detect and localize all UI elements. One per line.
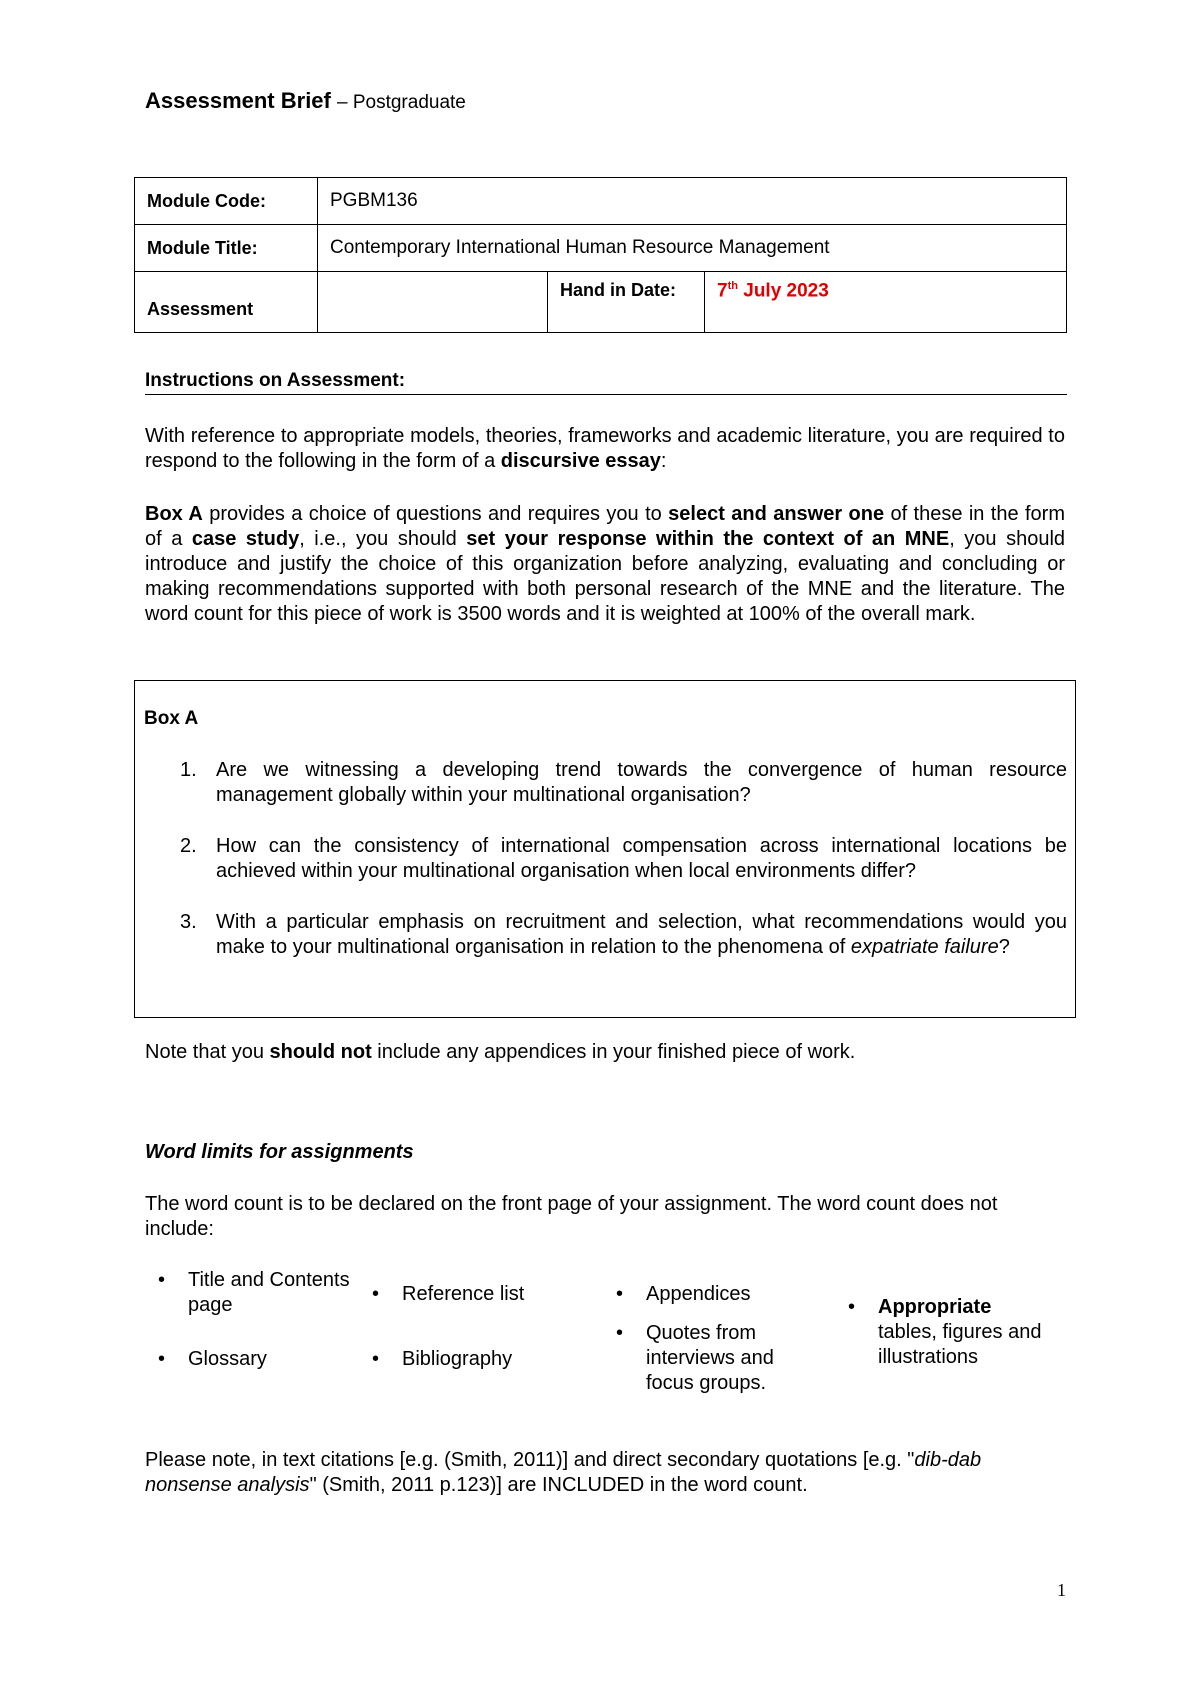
p1-text: With reference to appropriate models, theories, frameworks and academic literature, you are required to respond to the following in the form of a xyxy=(145,425,1065,472)
p2-select-answer: select and answer one xyxy=(668,503,885,525)
module-code-value: PGBM136 xyxy=(318,178,1067,225)
module-title-label: Module Title: xyxy=(135,225,318,272)
p1-bold: discursive essay xyxy=(500,450,661,472)
question-text: How can the consistency of international compensation across international locations be achieved within your multinational organisation when local environments differ? xyxy=(216,835,1067,882)
document-title xyxy=(145,88,466,114)
table-row xyxy=(135,178,1067,225)
table-row xyxy=(135,225,1067,272)
list-item xyxy=(616,1321,796,1396)
bullet-icon: • xyxy=(158,1269,166,1291)
citation-note xyxy=(145,1448,1065,1498)
item-glossary: Glossary xyxy=(188,1348,267,1370)
title-subtitle: – Postgraduate xyxy=(337,92,466,113)
p2-context-mne: set your response within the context of an MNE xyxy=(466,528,950,550)
module-title-value: Contemporary International Human Resource Management xyxy=(318,225,1067,272)
bullet-icon: • xyxy=(616,1283,624,1305)
module-info-table xyxy=(134,177,1067,333)
p2-text-b: provides a choice of questions and requires you to xyxy=(202,503,669,525)
word-limits-intro: The word count is to be declared on the front page of your assignment. The word count does not include: xyxy=(145,1193,998,1240)
appropriate-rest: tables, figures and illustrations xyxy=(878,1321,1042,1368)
assessment-label: Assessment xyxy=(135,272,318,333)
hand-in-label: Hand in Date: xyxy=(548,272,705,333)
list-item xyxy=(372,1347,592,1372)
p2-box-a: Box A xyxy=(145,503,203,525)
p2-case-study: case study xyxy=(191,528,300,550)
question-1 xyxy=(180,758,1067,808)
question-3 xyxy=(180,910,1067,960)
question-number: 3. xyxy=(180,911,197,933)
instructions-paragraph-2 xyxy=(145,502,1065,627)
bullet-icon: • xyxy=(616,1322,624,1344)
page-number: 1 xyxy=(1057,1580,1066,1600)
appropriate-bold: Appropriate xyxy=(878,1296,992,1318)
assessment-value xyxy=(318,272,548,333)
question-number: 2. xyxy=(180,835,197,857)
question-text: Are we witnessing a developing trend towards the convergence of human resource management globally within your multinational organisation? xyxy=(216,759,1067,806)
citation-text-c: " (Smith, 2011 p.123)] are INCLUDED in the word count. xyxy=(309,1474,808,1496)
question-2 xyxy=(180,834,1067,884)
p2-text-f: , i.e., you should xyxy=(299,528,467,550)
item-quotes: Quotes from interviews and focus groups. xyxy=(646,1322,774,1394)
instructions-heading: Instructions on Assessment: xyxy=(145,370,1067,395)
bullet-icon: • xyxy=(158,1348,166,1370)
note-text-c: include any appendices in your finished piece of work. xyxy=(371,1041,856,1063)
item-appendices: Appendices xyxy=(646,1283,751,1305)
item-bibliography: Bibliography xyxy=(402,1348,513,1370)
bullet-icon: • xyxy=(372,1283,380,1305)
list-item xyxy=(158,1347,358,1372)
hand-in-sup: th xyxy=(727,280,738,292)
hand-in-date xyxy=(705,272,1067,333)
item-title-contents: Title and Contents page xyxy=(188,1269,350,1316)
instructions-paragraph-1 xyxy=(145,424,1065,474)
hand-in-month-year: July 2023 xyxy=(743,280,829,302)
q3-text-a: With a particular emphasis on recruitment and selection, what recommendations would you make to your multinational organisation in relation to the phenomena of xyxy=(216,911,1067,958)
hand-in-day: 7 xyxy=(717,280,728,302)
title-bold: Assessment Brief xyxy=(145,88,331,113)
citation-italic: dib-dab nonsense analysis xyxy=(145,1449,982,1496)
question-text xyxy=(216,910,1067,960)
p1-end: : xyxy=(660,450,667,472)
bullet-icon: • xyxy=(848,1296,856,1318)
table-row xyxy=(135,272,1067,333)
p2-text-h: , you should introduce and justify the choice of this organization before analyzing, evaluating and concluding or making recommendations supported with both personal research of the MNE and the literature. The word count for this piece of work is 3500 words and it is weighted at 100% of the overall mark. xyxy=(145,528,1066,625)
list-item xyxy=(158,1268,358,1318)
list-item xyxy=(616,1282,816,1307)
note-text-a: Note that you xyxy=(145,1041,270,1063)
appendices-note xyxy=(145,1040,1065,1065)
q3-text-c: ? xyxy=(998,936,1010,958)
list-item xyxy=(372,1282,592,1307)
box-a-title: Box A xyxy=(144,708,199,729)
citation-text-a: Please note, in text citations [e.g. (Smith, 2011)] and direct secondary quotations [e.g. " xyxy=(145,1449,915,1471)
q3-expatriate-failure: expatriate failure xyxy=(850,936,999,958)
module-code-label: Module Code: xyxy=(135,178,318,225)
list-item xyxy=(848,1295,1048,1370)
item-reference-list: Reference list xyxy=(402,1283,525,1305)
p2-text-d: of these in the form of a xyxy=(145,503,1065,550)
item-appropriate xyxy=(878,1295,1048,1370)
bullet-icon: • xyxy=(372,1348,380,1370)
word-limits-heading: Word limits for assignments xyxy=(145,1141,414,1163)
question-number: 1. xyxy=(180,759,197,781)
note-should-not: should not xyxy=(269,1041,372,1063)
